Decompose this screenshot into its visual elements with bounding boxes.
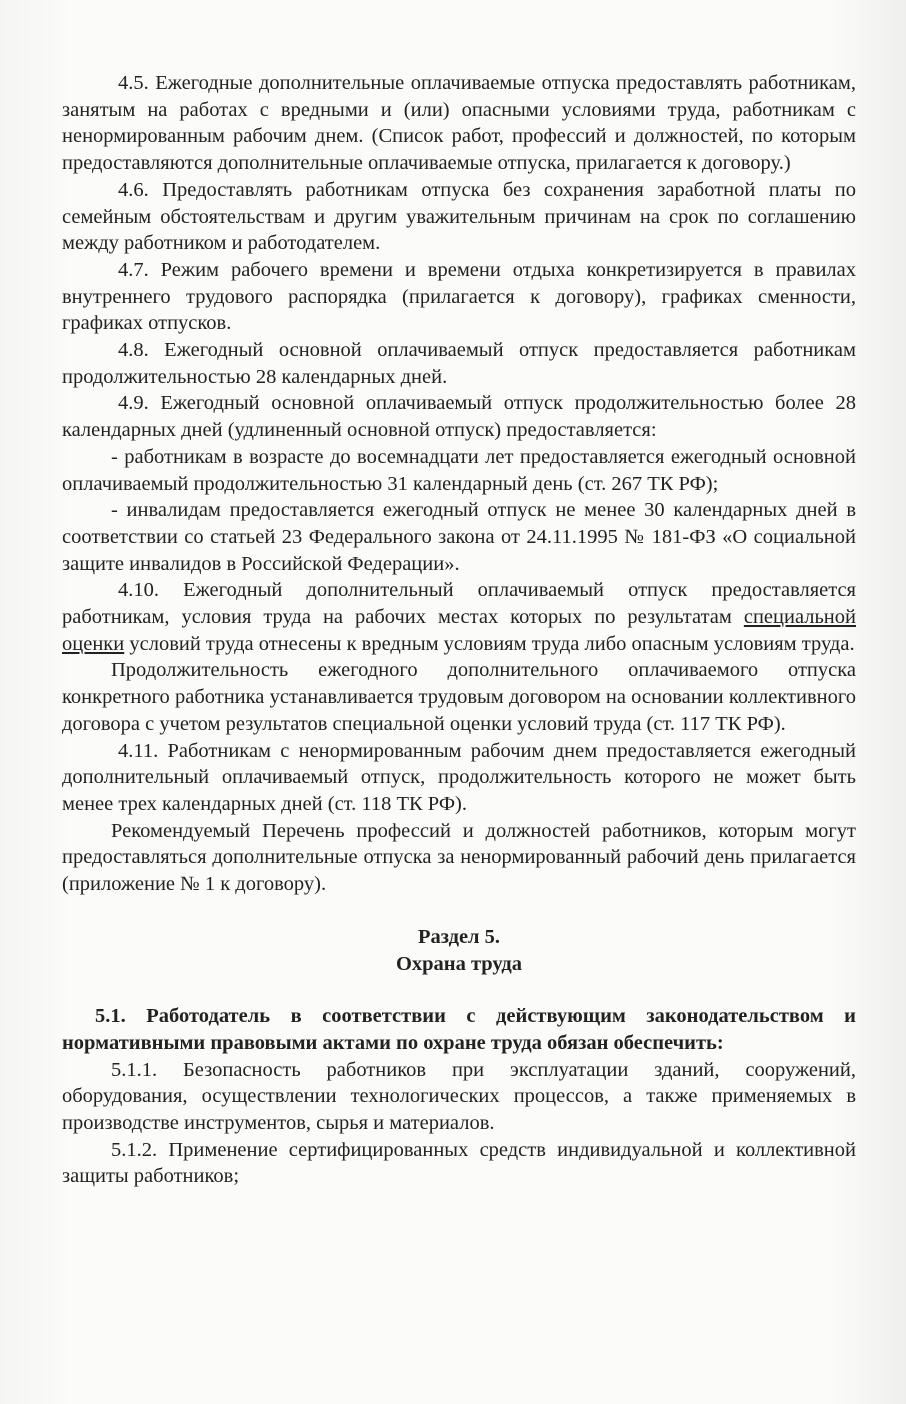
paragraph-4-9-disabled: - инвалидам предоставляется ежегодный отпуск не менее 30 календарных дней в соответствии со статьей 23 Федерального закона от 24.11.1995 № 181-ФЗ «О социальной защите инвалидов в Российской Федерации». — [62, 499, 856, 575]
section-title: Охрана труда — [395, 952, 523, 975]
section-number: Раздел 5. — [417, 925, 501, 948]
paragraph-4-9: 4.9. Ежегодный основной оплачиваемый отпуск продолжительностью более 28 календарных дней (удлиненный основной отпуск) предоставляется: — [62, 392, 856, 442]
paragraph-5-1: 5.1. Работодатель в соответствии с действующим законодательством и нормативными правовыми актами по охране труда обязан обеспечить: — [62, 1005, 856, 1054]
paragraph-4-8: 4.8. Ежегодный основной оплачиваемый отпуск предоставляется работникам продолжительностью 28 календарных дней. — [62, 339, 856, 388]
paragraph-4-6: 4.6. Предоставлять работникам отпуска без сохранения заработной платы по семейным обстоятельствам и другим уважительным причинам на срок по соглашению между работником и работодателем. — [62, 178, 856, 255]
document-body — [62, 70, 856, 1190]
paragraph-4-10 — [62, 577, 856, 657]
paragraph-5-1-1: 5.1.1. Безопасность работников при эксплуатации зданий, сооружений, оборудования, осуществлении технологических процессов, а также применяемых в производстве инструментов, сырья и материалов. — [62, 1058, 856, 1135]
paragraph-4-7: 4.7. Режим рабочего времени и времени отдыха конкретизируется в правилах внутреннего трудового распорядка (прилагается к договору), графиках сменности, графиках отпусков. — [62, 258, 856, 335]
paragraph-4-11-recommended-list: Рекомендуемый Перечень профессий и должностей работников, которым могут предоставляться дополнительные отпуска за ненормированный рабочий день прилагается (приложение № 1 к договору). — [62, 819, 856, 896]
paragraph-4-11: 4.11. Работникам с ненормированным рабочим днем предоставляется ежегодный дополнительный оплачиваемый отпуск, продолжительность которого не может быть менее трех календарных дней (ст. 118 ТК РФ). — [62, 739, 856, 815]
paragraph-5-1-2: 5.1.2. Применение сертифицированных средств индивидуальной и коллективной защиты работников; — [62, 1138, 856, 1188]
paragraph-4-10-text-b: условий труда отнесены к вредным условиям труда либо опасным условиям труда. — [129, 632, 855, 655]
special-assessment-underlined-text: специальной оценки — [62, 606, 857, 655]
paragraph-4-10-text-a: 4.10. Ежегодный дополнительный оплачиваемый отпуск предоставляется работникам, условия труда на рабочих местах которых по результатам — [62, 579, 856, 629]
paragraph-4-9-minors: - работникам в возрасте до восемнадцати лет предоставляется ежегодный основной оплачиваемый продолжительностью 31 календарный день (ст. 267 ТК РФ); — [62, 445, 856, 495]
paragraph-4-10-duration: Продолжительность ежегодного дополнительного оплачиваемого отпуска конкретного работника устанавливается трудовым договором на основании коллективного договора с учетом результатов специальной оценки условий труда (ст. 117 ТК РФ). — [62, 659, 856, 735]
paragraph-4-5: 4.5. Ежегодные дополнительные оплачиваемые отпуска предоставлять работникам, занятым на работах с вредными и (или) опасными условиями труда, работникам с ненормированным рабочим днем. (Список работ, профессий и должностей, по которым предоставляются дополнительные оплачиваемые отпуска, прилагается к договору.) — [62, 72, 856, 175]
